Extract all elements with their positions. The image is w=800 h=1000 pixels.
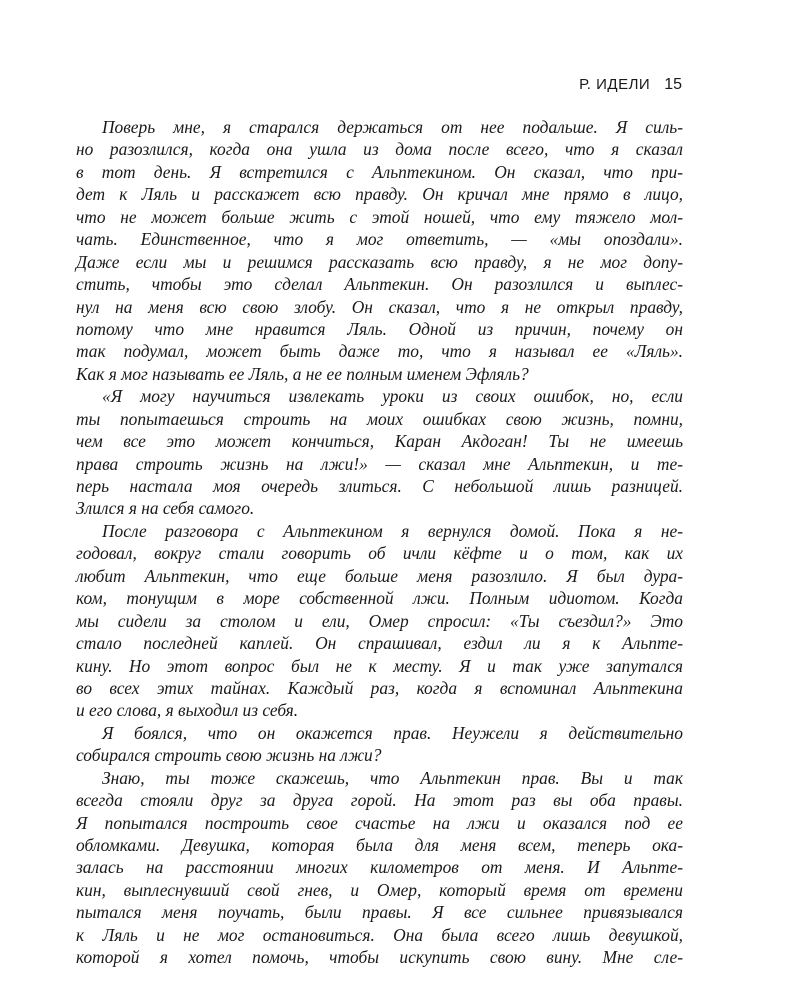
text-line: стить, чтобы это сделал Альптекин. Он разозлился и выплес-	[76, 274, 683, 295]
page-number: 15	[664, 76, 682, 93]
text-line: После разговора с Альптекином я вернулся домой. Пока я не-	[102, 520, 683, 541]
text-line: стало последней каплей. Он спрашивал, ездил ли я к Альпте-	[76, 633, 683, 654]
text-line: всегда стояли друг за друга горой. На этот раз вы оба правы.	[76, 790, 683, 811]
text-line: Поверь мне, я старался держаться от нее подальше. Я силь-	[102, 117, 683, 137]
text-line: во всех этих тайнах. Каждый раз, когда я вспоминал Альптекина	[76, 677, 683, 698]
text-line: Злился я на себя самого.	[76, 498, 255, 519]
running-head	[579, 76, 682, 94]
text-line: кин, выплеснувший свой гнев, и Омер, который время от времени	[76, 879, 683, 900]
text-line: кину. Но этот вопрос был не к месту. Я и так уже запутался	[76, 655, 683, 676]
text-line: и его слова, я выходил из себя.	[76, 700, 299, 721]
text-line: обломками. Девушка, которая была для меня всем, теперь ока-	[76, 835, 683, 855]
text-line: что не может больше жить с этой ношей, что ему тяжело мол-	[76, 206, 683, 227]
text-line: в тот день. Я встретился с Альптекином. Он сказал, что при-	[76, 161, 683, 182]
text-line: к Ляль и не мог остановиться. Она была всего лишь девушкой,	[76, 924, 683, 945]
text-line: чать. Единственное, что я мог ответить, — «мы опоздали».	[76, 229, 683, 250]
text-line: чем все это может кончиться, Каран Акдоган! Ты не имеешь	[76, 431, 683, 452]
text-line: пытался меня поучать, были правы. Я все сильнее привязывался	[76, 902, 683, 923]
text-line: потому что мне нравится Ляль. Одной из причин, почему он	[76, 318, 683, 339]
text-line: Даже если мы и решимся рассказать всю правду, я не мог допу-	[76, 251, 683, 272]
text-line: перь настала моя очередь злиться. С небольшой лишь разницей.	[76, 476, 683, 496]
text-line: Знаю, ты тоже скажешь, что Альптекин прав. Вы и так	[102, 767, 683, 788]
text-line: собирался строить свою жизнь на лжи?	[76, 745, 382, 766]
text-line: мы сидели за столом и ели, Омер спросил: «Ты съездил?» Это	[76, 610, 683, 631]
text-line: Как я мог называть ее Ляль, а не ее полным именем Эфляль?	[76, 363, 529, 384]
text-line: Я боялся, что он окажется прав. Неужели я действительно	[102, 722, 683, 743]
text-line: «Я могу научиться извлекать уроки из своих ошибок, но, если	[102, 386, 683, 407]
running-head-author: Р. ИДЕЛИ	[579, 76, 651, 93]
body-text	[76, 116, 683, 969]
text-line: права строить жизнь на лжи!» — сказал мне Альптекин, и те-	[76, 453, 683, 474]
text-line: которой я хотел помочь, чтобы искупить свою вину. Мне сле-	[76, 947, 683, 968]
text-line: ты попытаешься строить на моих ошибках свою жизнь, помни,	[76, 408, 683, 429]
text-line: любит Альптекин, что еще больше меня разозлило. Я был дура-	[76, 565, 683, 586]
text-line: так подумал, может быть даже то, что я называл ее «Ляль».	[76, 341, 683, 362]
text-line: годовал, вокруг стали говорить об ичли кёфте и о том, как их	[76, 543, 683, 564]
text-line: ком, тонущим в море собственной лжи. Полным идиотом. Когда	[76, 588, 683, 609]
text-line: залась на расстоянии многих километров от меня. И Альпте-	[76, 857, 683, 878]
text-line: дет к Ляль и расскажет всю правду. Он кричал мне прямо в лицо,	[76, 184, 683, 205]
text-line: но разозлился, когда она ушла из дома после всего, что я сказал	[76, 139, 683, 160]
text-line: нул на меня всю свою злобу. Он сказал, что я не открыл правду,	[76, 296, 683, 317]
text-line: Я попытался построить свое счастье на лжи и оказался под ее	[76, 812, 683, 833]
